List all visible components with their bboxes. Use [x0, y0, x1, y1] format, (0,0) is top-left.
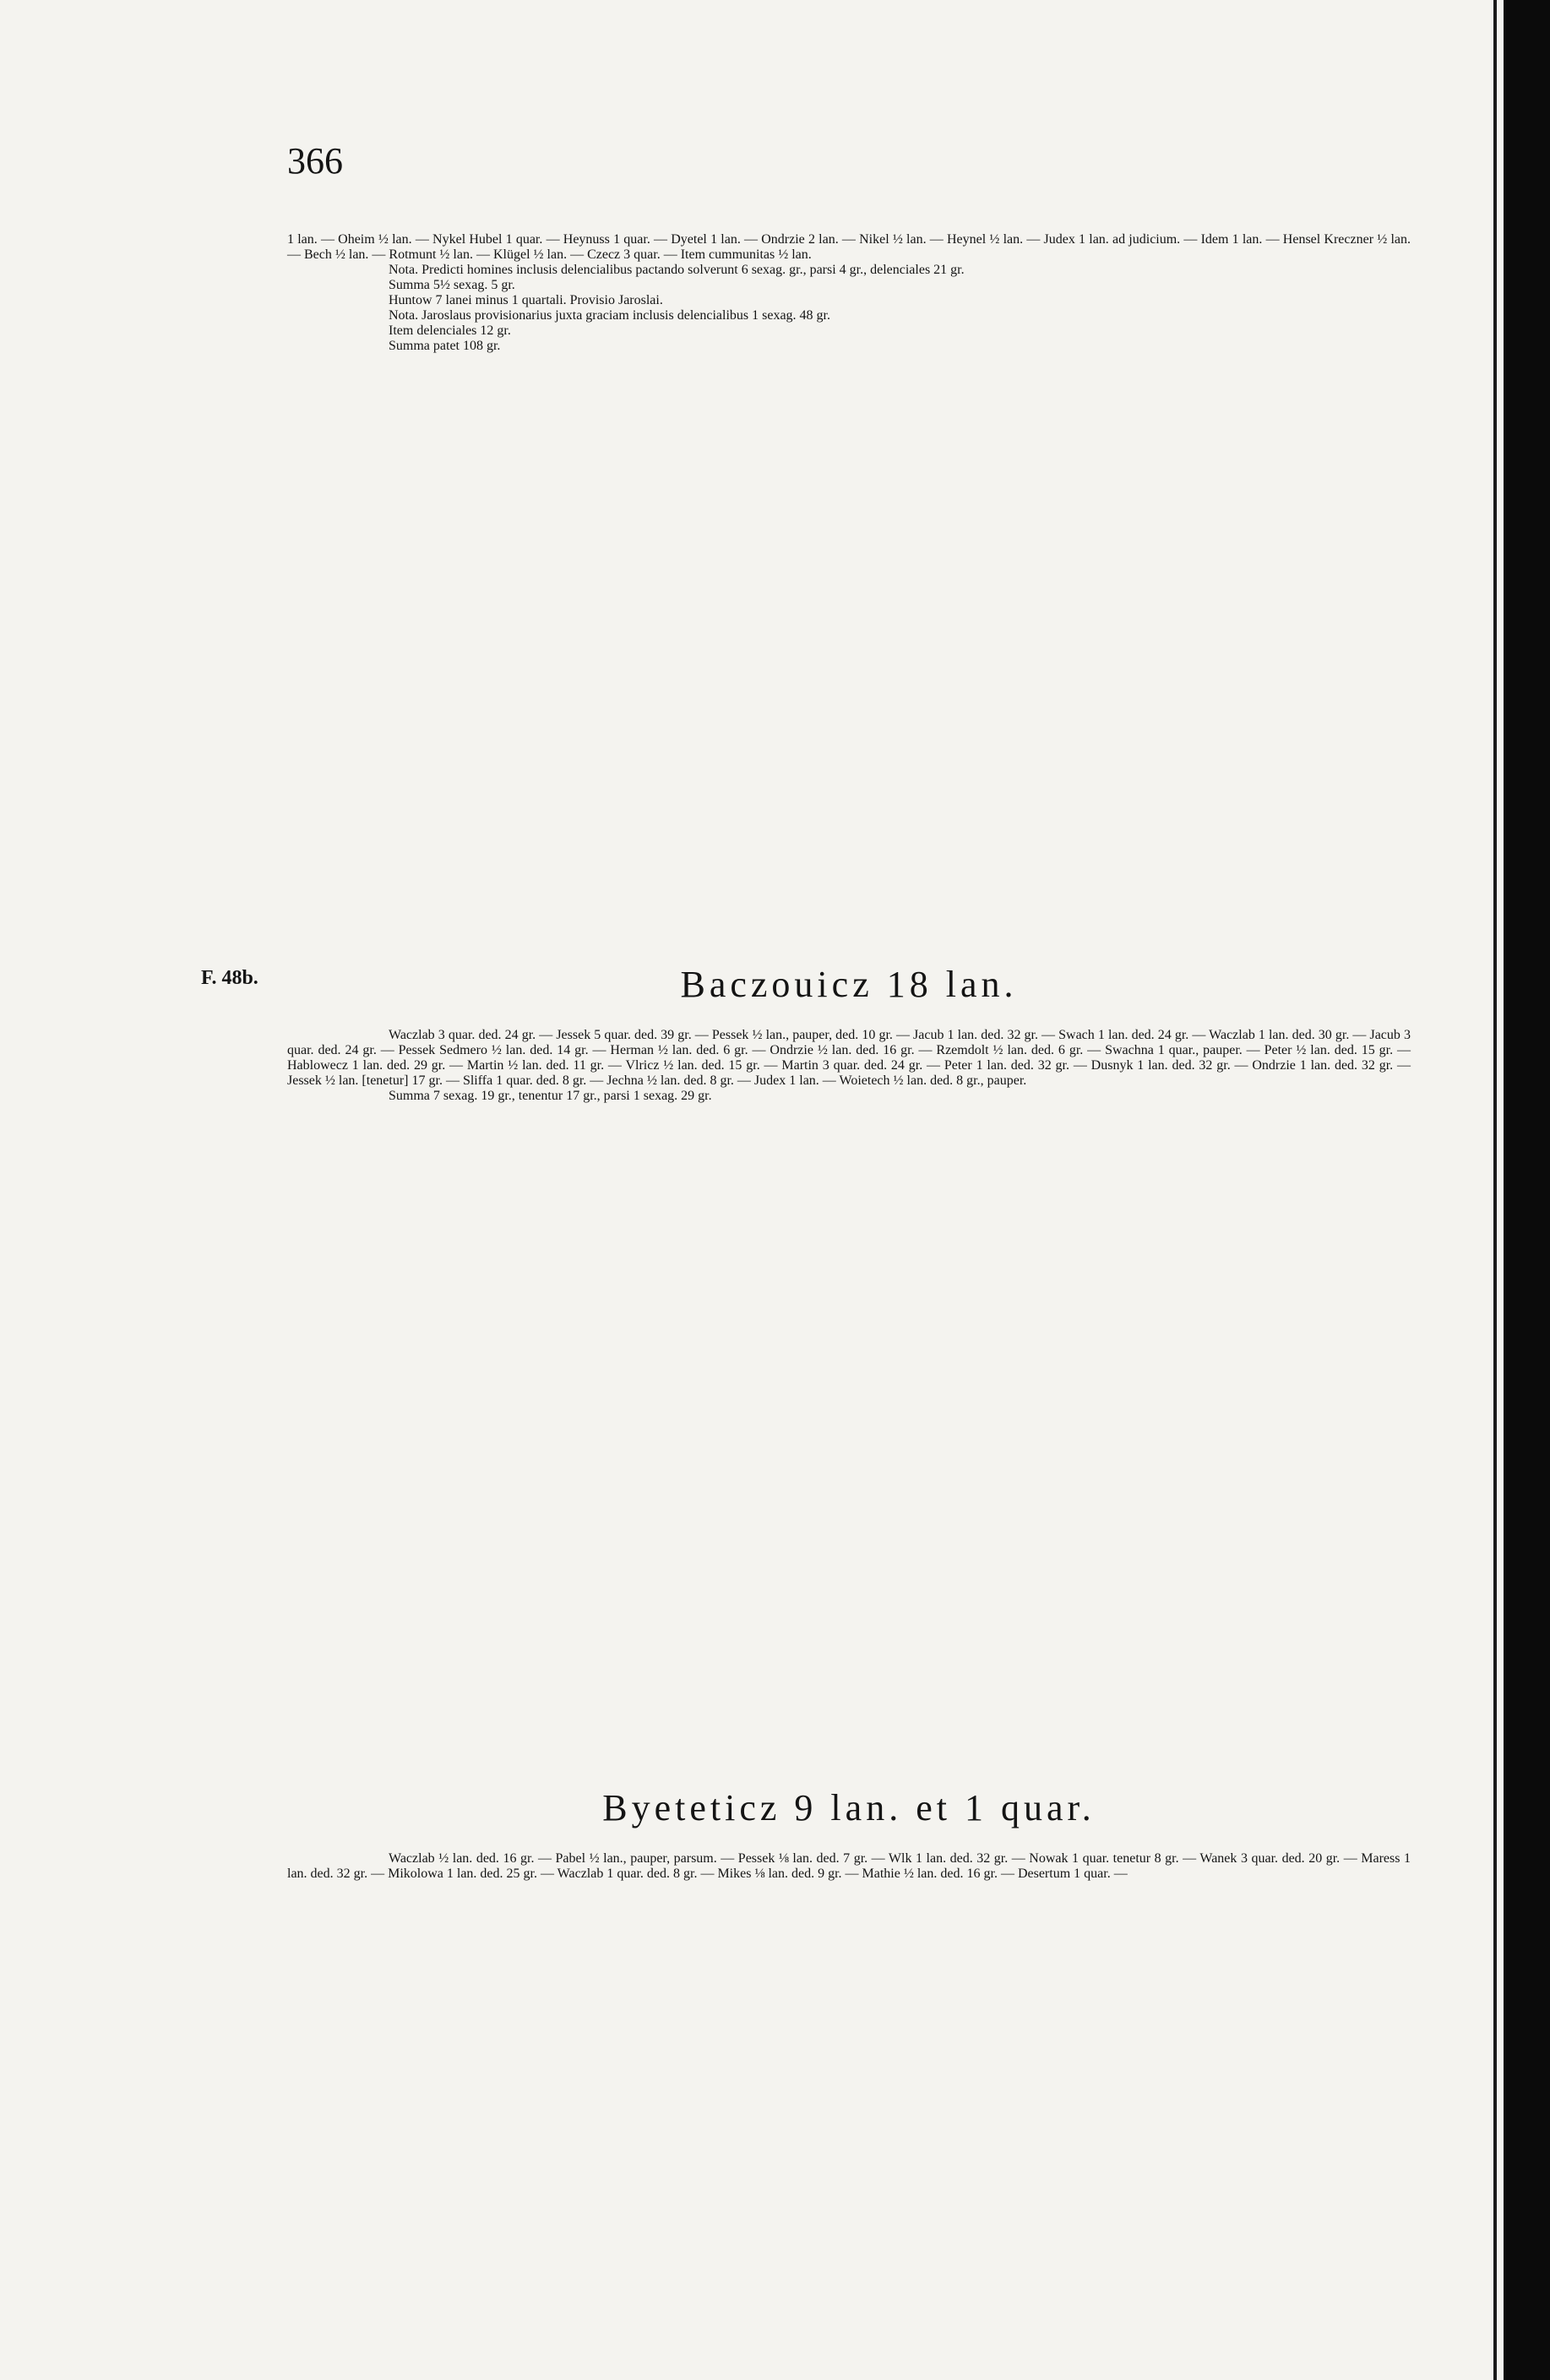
summa-1: Summa 5½ sexag. 5 gr.	[389, 278, 515, 292]
huntow-heading: Huntow 7 lanei minus 1 quartali. Provisio Jaroslai.	[389, 293, 663, 307]
nota-2: Nota. Jaroslaus provisionarius juxta graciam inclusis delencialibus 1 sexag. 48 gr.	[389, 308, 830, 323]
nota-1: Nota. Predicti homines inclusis delencialibus pactando solverunt 6 sexag. gr., parsi 4 gr., delenciales 21 gr.	[389, 263, 965, 277]
section-baczouicz	[287, 963, 1411, 1104]
item-delenciales: Item delenciales 12 gr.	[389, 323, 511, 338]
paragraph-baczouicz: Waczlab 3 quar. ded. 24 gr. — Jessek 5 quar. ded. 39 gr. — Pessek ½ lan., pauper, ded. 10 gr. — Jacub 1 lan. ded. 32 gr. — Swach 1 lan. ded. 24 gr. — Waczlab 1 lan. ded. 30 gr. — Jacub 3 quar. ded. 24 gr. — Pessek Sedmero ½ lan. ded. 14 gr. — Herman ½ lan. ded. 6 gr. — Ondrzie ½ lan. ded. 16 gr. — Rzemdolt ½ lan. ded. 6 gr. — Swachna 1 quar., pauper. — Peter ½ lan. ded. 15 gr. — Hablowecz 1 lan. ded. 29 gr. — Martin ½ lan. ded. 11 gr. — Vlricz ½ lan. ded. 15 gr. — Martin 3 quar. ded. 24 gr. — Peter 1 lan. ded. 32 gr. — Dusnyk 1 lan. ded. 32 gr. — Ondrzie 1 lan. ded. 32 gr. — Jessek ½ lan. [tenetur] 17 gr. — Sliffa 1 quar. ded. 8 gr. — Jechna ½ lan. ded. 8 gr. — Judex 1 lan. — Woietech ½ lan. ded. 8 gr., pauper.	[287, 1028, 1411, 1088]
folio-marker: F. 48b.	[201, 967, 258, 989]
page-number: 366	[287, 140, 343, 182]
section-oheim	[287, 232, 1411, 354]
summa-2: Summa patet 108 gr.	[389, 339, 501, 353]
section-heading-baczouicz: Baczouicz 18 lan.	[680, 964, 1018, 1005]
section-heading-byeteticz: Byeteticz 9 lan. et 1 quar.	[602, 1787, 1096, 1828]
scan-border	[1504, 0, 1550, 2380]
page-edge-line	[1493, 0, 1497, 2380]
summa-baczouicz: Summa 7 sexag. 19 gr., tenentur 17 gr., parsi 1 sexag. 29 gr.	[389, 1089, 712, 1103]
paragraph-tenants-1: 1 lan. — Oheim ½ lan. — Nykel Hubel 1 quar. — Heynuss 1 quar. — Dyetel 1 lan. — Ondrzie 2 lan. — Nikel ½ lan. — Heynel ½ lan. — Judex 1 lan. ad judicium. — Idem 1 lan. — Hensel Kreczner ½ lan. — Bech ½ lan. — Rotmunt ½ lan. — Klügel ½ lan. — Czecz 3 quar. — Item cummunitas ½ lan.	[287, 232, 1411, 262]
section-byeteticz	[287, 1786, 1411, 1882]
paragraph-byeteticz: Waczlab ½ lan. ded. 16 gr. — Pabel ½ lan., pauper, parsum. — Pessek ⅛ lan. ded. 7 gr. — Wlk 1 lan. ded. 32 gr. — Nowak 1 quar. tenetur 8 gr. — Wanek 3 quar. ded. 20 gr. — Maress 1 lan. ded. 32 gr. — Mikolowa 1 lan. ded. 25 gr. — Waczlab 1 quar. ded. 8 gr. — Mikes ⅛ lan. ded. 9 gr. — Mathie ½ lan. ded. 16 gr. — Desertum 1 quar. —	[287, 1851, 1411, 1881]
